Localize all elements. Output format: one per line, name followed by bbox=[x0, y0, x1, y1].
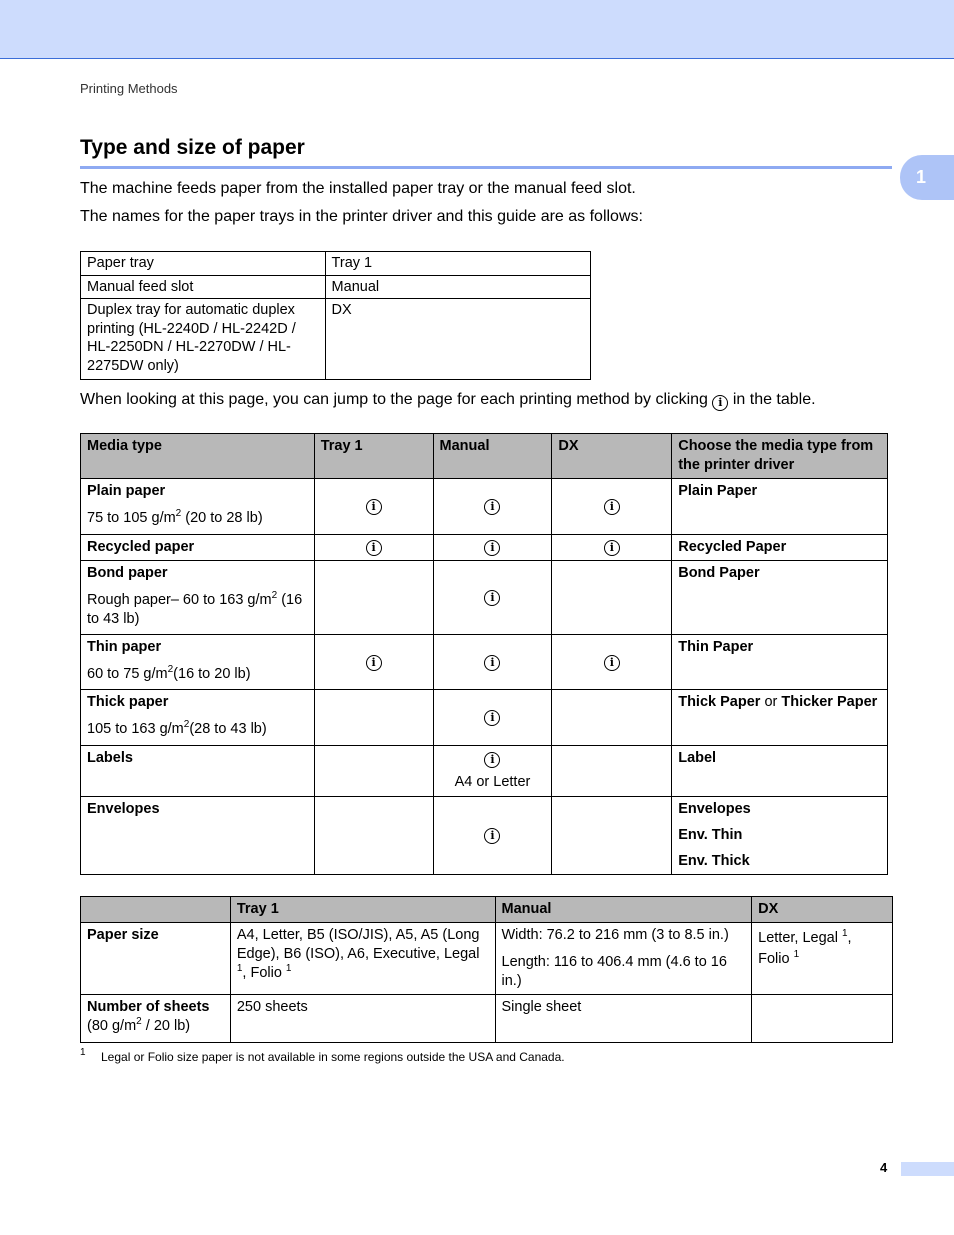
info-icon[interactable] bbox=[484, 655, 500, 671]
manual-cell bbox=[433, 561, 552, 635]
sheet-weight: (80 $g/m^2 / 20$ lb) bbox=[87, 1016, 191, 1034]
tray-name-cell: Duplex tray for automatic duplex printing (HL-2240D / HL-2242D / HL-2250DN / HL-2270DW / HL-2275DW only) bbox=[81, 299, 326, 380]
media-name: Bond paper bbox=[87, 565, 168, 581]
media-weight: 105 to 163 $g/m^2(28$ to 43 lb) bbox=[87, 719, 267, 737]
tray-value-cell: DX bbox=[325, 299, 590, 380]
media-name: Plain paper bbox=[87, 483, 166, 499]
header-dx: DX bbox=[552, 434, 672, 479]
header-tray1: Tray 1 bbox=[314, 434, 433, 479]
page-number-bar bbox=[901, 1162, 954, 1176]
intro-paragraph-1: The machine feeds paper from the installed paper tray or the manual feed slot. bbox=[80, 180, 636, 197]
dx-cell bbox=[552, 635, 672, 690]
table-row bbox=[81, 690, 888, 746]
footnote-text: Legal or Folio size paper is not available in some regions outside the USA and Canada. bbox=[101, 1050, 565, 1064]
table-row bbox=[81, 635, 888, 690]
driver-media-cell: Plain Paper bbox=[672, 479, 888, 535]
header-blank bbox=[81, 897, 231, 923]
row-label: Number of sheets bbox=[87, 999, 210, 1015]
table-row bbox=[81, 797, 888, 875]
media-name: Thin paper bbox=[87, 639, 162, 655]
manual-sizes bbox=[495, 923, 752, 995]
section-title: Type and size of paper bbox=[80, 136, 305, 159]
header-dx: DX bbox=[752, 897, 893, 923]
info-icon[interactable] bbox=[484, 540, 500, 556]
tray-value-cell: Manual bbox=[325, 275, 590, 299]
jump-text-after: in the table. bbox=[732, 391, 816, 408]
dx-cell bbox=[552, 535, 672, 561]
footnote-number: 1 bbox=[80, 1047, 86, 1058]
row-label: Paper size bbox=[81, 923, 231, 995]
info-icon[interactable] bbox=[484, 710, 500, 726]
tray1-cell bbox=[314, 797, 433, 875]
media-weight: 60 to 75 $g/m^2(16$ to 20 lb) bbox=[87, 664, 251, 682]
manual-length: Length: 116 to 406.4 mm (4.6 to 16 in.) bbox=[501, 954, 727, 989]
tray1-sheets: 250 sheets bbox=[230, 995, 495, 1043]
media-cell bbox=[81, 561, 315, 635]
tray-names-table bbox=[80, 251, 591, 380]
footnote-ref[interactable]: 1 bbox=[841, 928, 848, 940]
footnote-ref[interactable]: 1 bbox=[285, 963, 292, 975]
intro-paragraph-2: The names for the paper trays in the printer driver and this guide are as follows: bbox=[80, 208, 643, 225]
paper-size-table bbox=[80, 896, 893, 1043]
dx-sizes: Letter, Legal $^1$, Folio $^1$ bbox=[752, 923, 893, 995]
info-icon[interactable] bbox=[604, 540, 620, 556]
table-row bbox=[81, 479, 888, 535]
info-icon[interactable] bbox=[484, 752, 500, 768]
media-name: Thick paper bbox=[87, 694, 169, 710]
row-label-cell bbox=[81, 995, 231, 1043]
driver-media-cell: Thin Paper bbox=[672, 635, 888, 690]
tray1-cell bbox=[314, 635, 433, 690]
dx-cell bbox=[552, 479, 672, 535]
header-media-type: Media type bbox=[81, 434, 315, 479]
media-cell bbox=[81, 690, 315, 746]
media-type-table bbox=[80, 433, 888, 875]
driver-env-thin: Env. Thin bbox=[678, 827, 743, 843]
driver-media-cell: Thick Paper or Thicker Paper bbox=[672, 690, 888, 746]
tray1-cell bbox=[314, 690, 433, 746]
tray1-cell bbox=[314, 479, 433, 535]
info-icon[interactable] bbox=[366, 499, 382, 515]
header-tray1: Tray 1 bbox=[230, 897, 495, 923]
info-icon[interactable] bbox=[366, 655, 382, 671]
tray1-cell bbox=[314, 561, 433, 635]
running-head: Printing Methods bbox=[80, 81, 178, 96]
tray-name-cell: Paper tray bbox=[81, 252, 326, 276]
info-icon[interactable] bbox=[604, 499, 620, 515]
driver-media-cell bbox=[672, 797, 888, 875]
media-cell bbox=[81, 635, 315, 690]
info-icon[interactable] bbox=[484, 590, 500, 606]
title-rule bbox=[80, 166, 892, 169]
chapter-tab[interactable] bbox=[900, 155, 954, 200]
tray1-sizes: A4, Letter, B5 (ISO/JIS), A5, A5 (Long Edge), B6 (ISO), A6, Executive, Legal $^1$, Folio $^1$ bbox=[230, 923, 495, 995]
manual-width: Width: 76.2 to 216 mm (3 to 8.5 in.) bbox=[501, 927, 729, 943]
tray-value-cell: Tray 1 bbox=[325, 252, 590, 276]
manual-sheets: Single sheet bbox=[495, 995, 752, 1043]
table-row bbox=[81, 923, 893, 995]
tray1-cell bbox=[314, 535, 433, 561]
media-weight: Rough paper– 60 to 163 $g/m^2$ (16 to 43 lb) bbox=[87, 590, 303, 627]
dx-cell bbox=[552, 746, 672, 797]
media-cell bbox=[81, 479, 315, 535]
info-icon[interactable] bbox=[366, 540, 382, 556]
info-icon[interactable] bbox=[484, 499, 500, 515]
header-manual: Manual bbox=[433, 434, 552, 479]
table-row bbox=[81, 252, 591, 276]
dx-cell bbox=[552, 561, 672, 635]
manual-cell bbox=[433, 746, 552, 797]
tray1-cell bbox=[314, 746, 433, 797]
media-weight: 75 to 105 $g/m^2$ (20 to 28 lb) bbox=[87, 508, 263, 526]
manual-cell bbox=[433, 479, 552, 535]
table-row bbox=[81, 299, 591, 380]
dx-cell bbox=[552, 797, 672, 875]
table-row bbox=[81, 746, 888, 797]
jump-text-before: When looking at this page, you can jump to the page for each printing method by clicking bbox=[80, 391, 708, 408]
dx-sheets bbox=[752, 995, 893, 1043]
manual-cell bbox=[433, 635, 552, 690]
table-row bbox=[81, 535, 888, 561]
header-driver-media: Choose the media type from the printer driver bbox=[672, 434, 888, 479]
info-icon[interactable] bbox=[484, 828, 500, 844]
table-row bbox=[81, 561, 888, 635]
driver-media-cell: Label bbox=[672, 746, 888, 797]
footnote-ref[interactable]: 1 bbox=[236, 963, 243, 975]
table-header-row bbox=[81, 897, 893, 923]
info-icon bbox=[712, 395, 728, 411]
manual-cell bbox=[433, 690, 552, 746]
header-band bbox=[0, 0, 954, 59]
table-row bbox=[81, 275, 591, 299]
tray-name-cell: Manual feed slot bbox=[81, 275, 326, 299]
manual-cell bbox=[433, 797, 552, 875]
driver-env-thick: Env. Thick bbox=[678, 853, 750, 869]
media-name: Recycled paper bbox=[81, 535, 315, 561]
table-header-row bbox=[81, 434, 888, 479]
jump-instruction bbox=[80, 391, 816, 411]
dx-cell bbox=[552, 690, 672, 746]
driver-media-cell: Bond Paper bbox=[672, 561, 888, 635]
manual-cell bbox=[433, 535, 552, 561]
driver-media-cell: Recycled Paper bbox=[672, 535, 888, 561]
media-name: Labels bbox=[81, 746, 315, 797]
driver-envelopes: Envelopes bbox=[678, 801, 751, 817]
header-manual: Manual bbox=[495, 897, 752, 923]
label-size-note: A4 or Letter bbox=[454, 774, 531, 790]
table-row bbox=[81, 995, 893, 1043]
info-icon[interactable] bbox=[604, 655, 620, 671]
footnote-ref[interactable]: 1 bbox=[793, 949, 800, 961]
chapter-number: 1 bbox=[916, 167, 927, 187]
media-name: Envelopes bbox=[81, 797, 315, 875]
page-number: 4 bbox=[880, 1160, 888, 1175]
